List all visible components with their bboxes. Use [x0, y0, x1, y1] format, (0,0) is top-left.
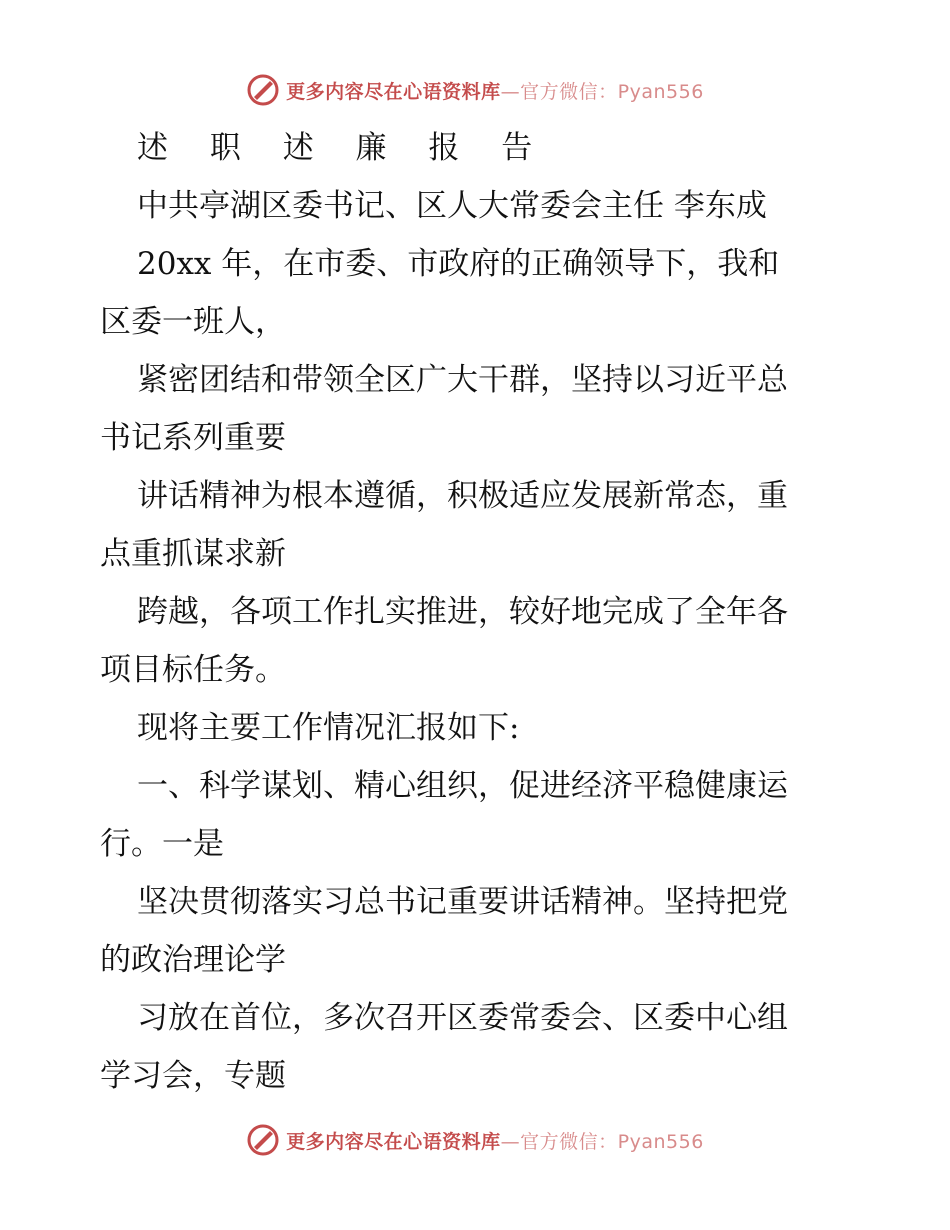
brand-logo-icon — [246, 73, 280, 107]
banner-text-strong: 更多内容尽在心语资料库 — [286, 1130, 501, 1153]
paragraph-line: 坚决贯彻落实习总书记重要讲话精神。坚持把党 — [137, 884, 788, 920]
paragraph-line: 20xx 年，在市委、市政府的正确领导下，我和 — [137, 246, 780, 282]
paragraph-line: 书记系列重要 — [100, 420, 286, 456]
paragraph-line: 学习会，专题 — [100, 1058, 286, 1094]
paragraph-line: 跨越，各项工作扎实推进，较好地完成了全年各 — [137, 594, 788, 630]
banner-text — [286, 77, 704, 104]
paragraph-line: 一、科学谋划、精心组织，促进经济平稳健康运 — [137, 768, 788, 804]
paragraph-line: 现将主要工作情况汇报如下: — [137, 710, 520, 746]
banner-text — [286, 1127, 704, 1154]
paragraph-line: 紧密团结和带领全区广大干群，坚持以习近平总 — [137, 362, 788, 398]
paragraph-line: 点重抓谋求新 — [100, 536, 286, 572]
paragraph-line: 习放在首位，多次召开区委常委会、区委中心组 — [137, 1000, 788, 1036]
paragraph-line: 的政治理论学 — [100, 942, 286, 978]
brand-logo-icon — [246, 1123, 280, 1157]
paragraph-line: 讲话精神为根本遵循，积极适应发展新常态，重 — [137, 478, 788, 514]
paragraph-line: 项目标任务。 — [100, 652, 286, 688]
banner-text-rest: —官方微信：Pyan556 — [500, 1130, 704, 1153]
banner-text-strong: 更多内容尽在心语资料库 — [286, 80, 501, 103]
paragraph-line: 区委一班人， — [100, 304, 286, 340]
header-banner — [0, 70, 950, 110]
footer-banner — [0, 1120, 950, 1160]
document-title: 述 职 述 廉 报 告 — [137, 130, 549, 166]
banner-text-rest: —官方微信：Pyan556 — [500, 80, 704, 103]
paragraph-line: 中共亭湖区委书记、区人大常委会主任 李东成 — [137, 188, 767, 224]
paragraph-line: 行。一是 — [100, 826, 224, 862]
